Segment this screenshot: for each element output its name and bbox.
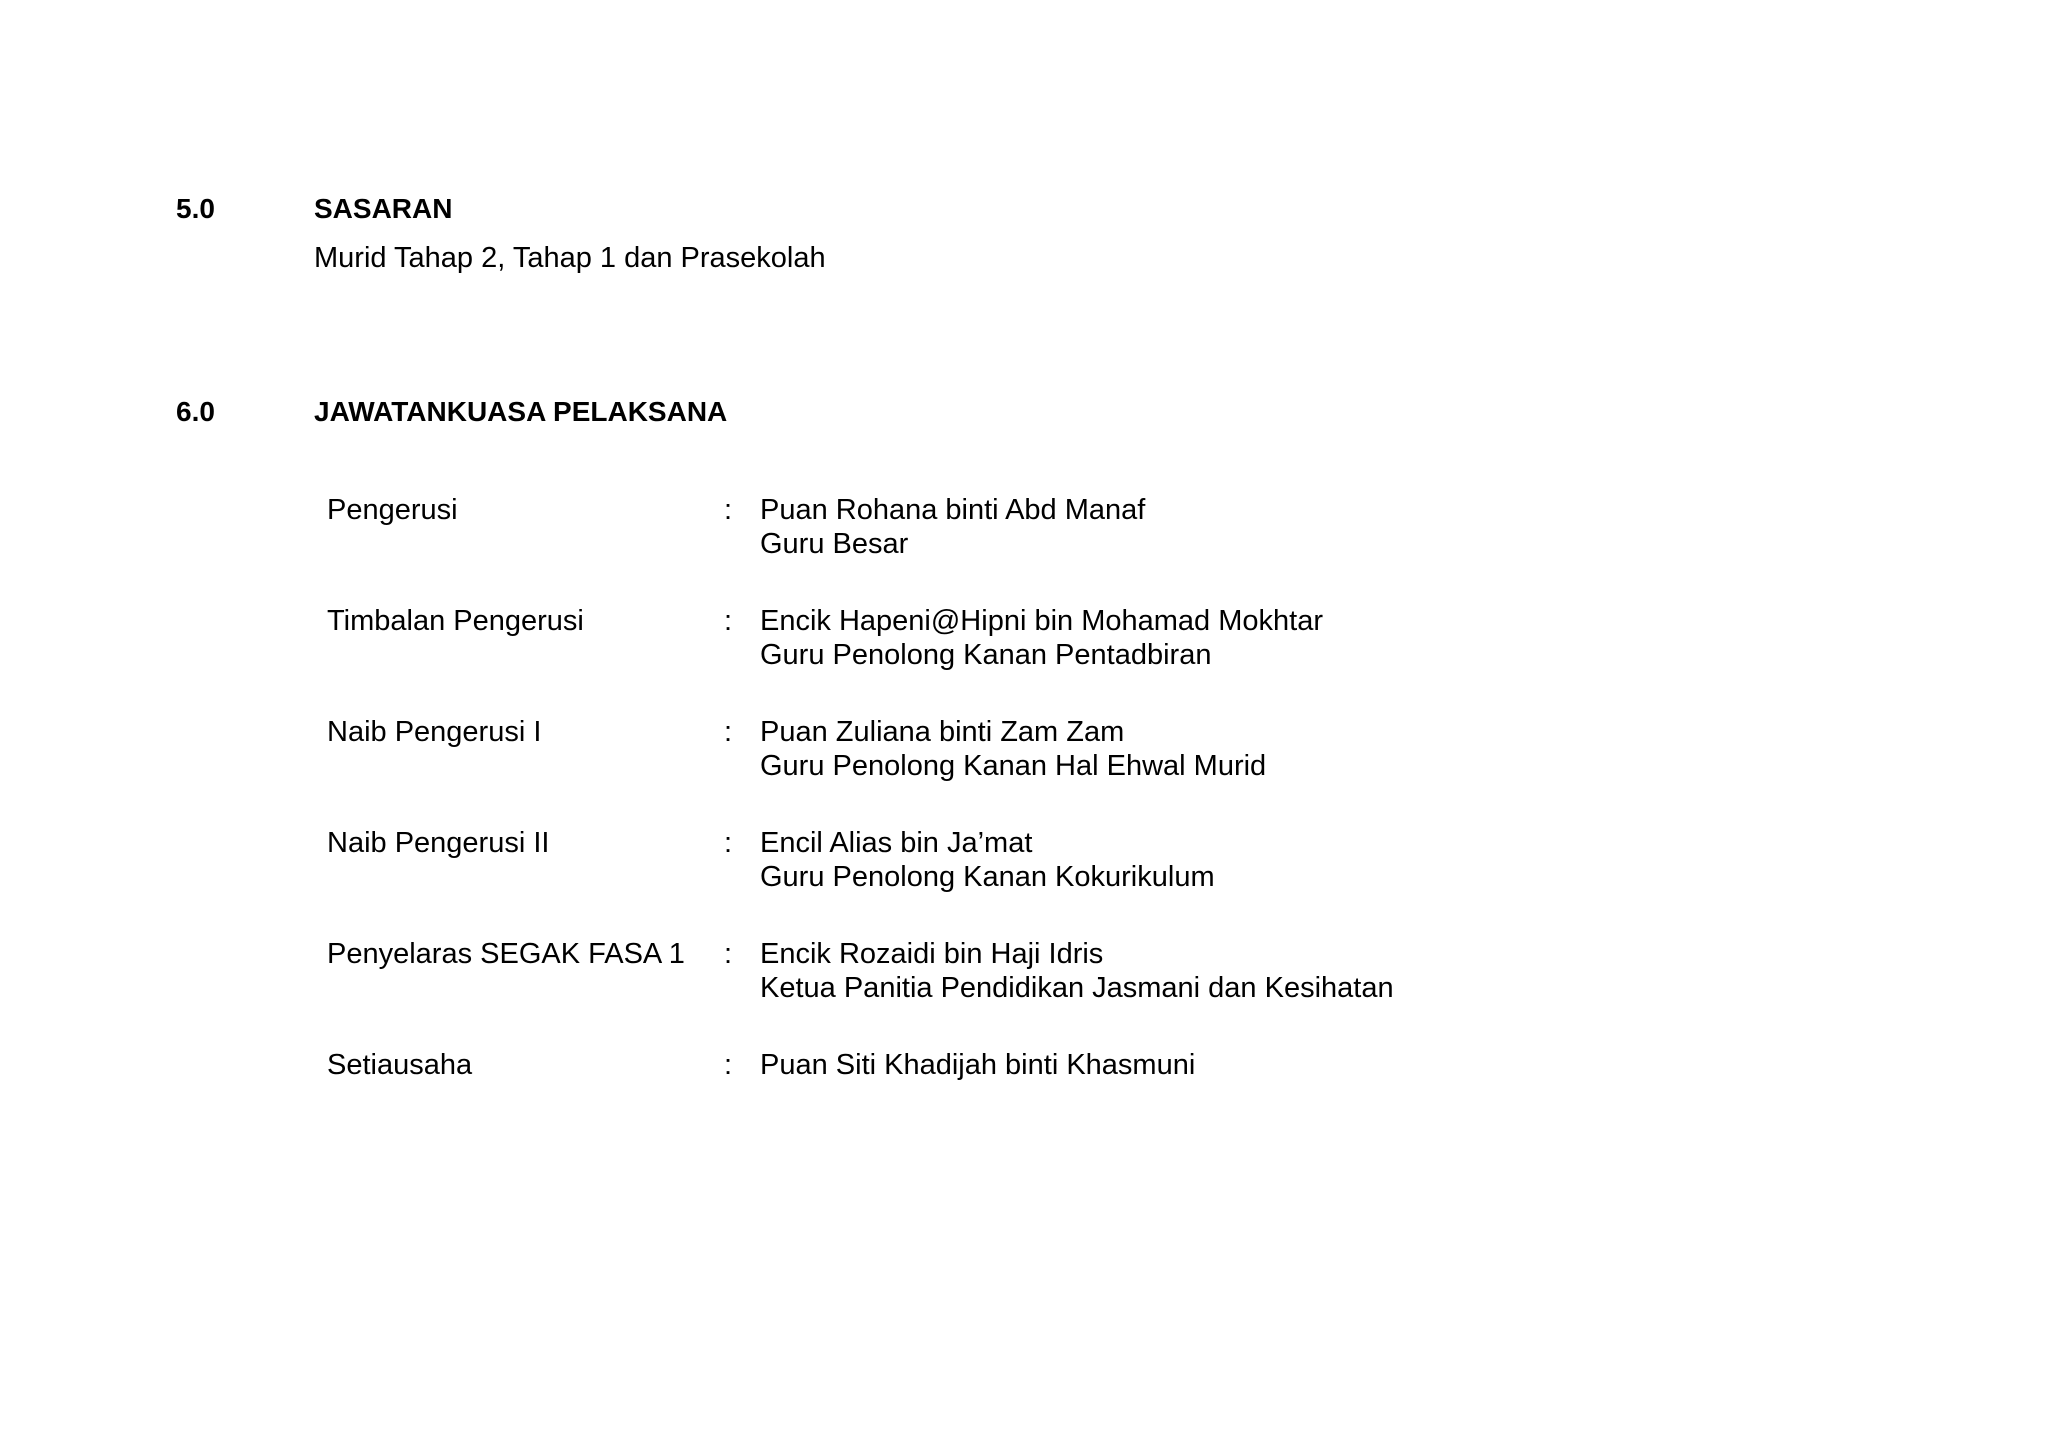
member-position: Guru Penolong Kanan Pentadbiran [760, 639, 1212, 671]
member-name: Encik Rozaidi bin Haji Idris [760, 938, 1104, 970]
section-number: 5.0 [176, 193, 215, 224]
colon-separator: : [724, 1049, 733, 1081]
member-name: Puan Siti Khadijah binti Khasmuni [760, 1049, 1196, 1081]
role-label: Naib Pengerusi II [327, 827, 550, 859]
colon-separator: : [724, 494, 733, 526]
role-label: Timbalan Pengerusi [327, 605, 584, 637]
member-position: Guru Besar [760, 528, 909, 560]
section-number: 6.0 [176, 396, 215, 427]
member-position: Ketua Panitia Pendidikan Jasmani dan Kesihatan [760, 972, 1394, 1004]
member-name: Puan Rohana binti Abd Manaf [760, 494, 1146, 526]
member-position: Guru Penolong Kanan Hal Ehwal Murid [760, 750, 1267, 782]
role-label: Penyelaras SEGAK FASA 1 [327, 938, 685, 970]
colon-separator: : [724, 605, 733, 637]
member-position: Guru Penolong Kanan Kokurikulum [760, 861, 1215, 893]
role-label: Setiausaha [327, 1049, 473, 1081]
role-label: Pengerusi [327, 494, 458, 526]
role-label: Naib Pengerusi I [327, 716, 542, 748]
member-name: Puan Zuliana binti Zam Zam [760, 716, 1125, 748]
colon-separator: : [724, 716, 733, 748]
section-title: SASARAN [314, 193, 453, 224]
section-title: JAWATANKUASA PELAKSANA [314, 396, 728, 427]
member-name: Encik Hapeni@Hipni bin Mohamad Mokhtar [760, 605, 1323, 637]
section-body: Murid Tahap 2, Tahap 1 dan Prasekolah [314, 242, 826, 274]
colon-separator: : [724, 827, 733, 859]
colon-separator: : [724, 938, 733, 970]
member-name: Encil Alias bin Ja’mat [760, 827, 1033, 859]
